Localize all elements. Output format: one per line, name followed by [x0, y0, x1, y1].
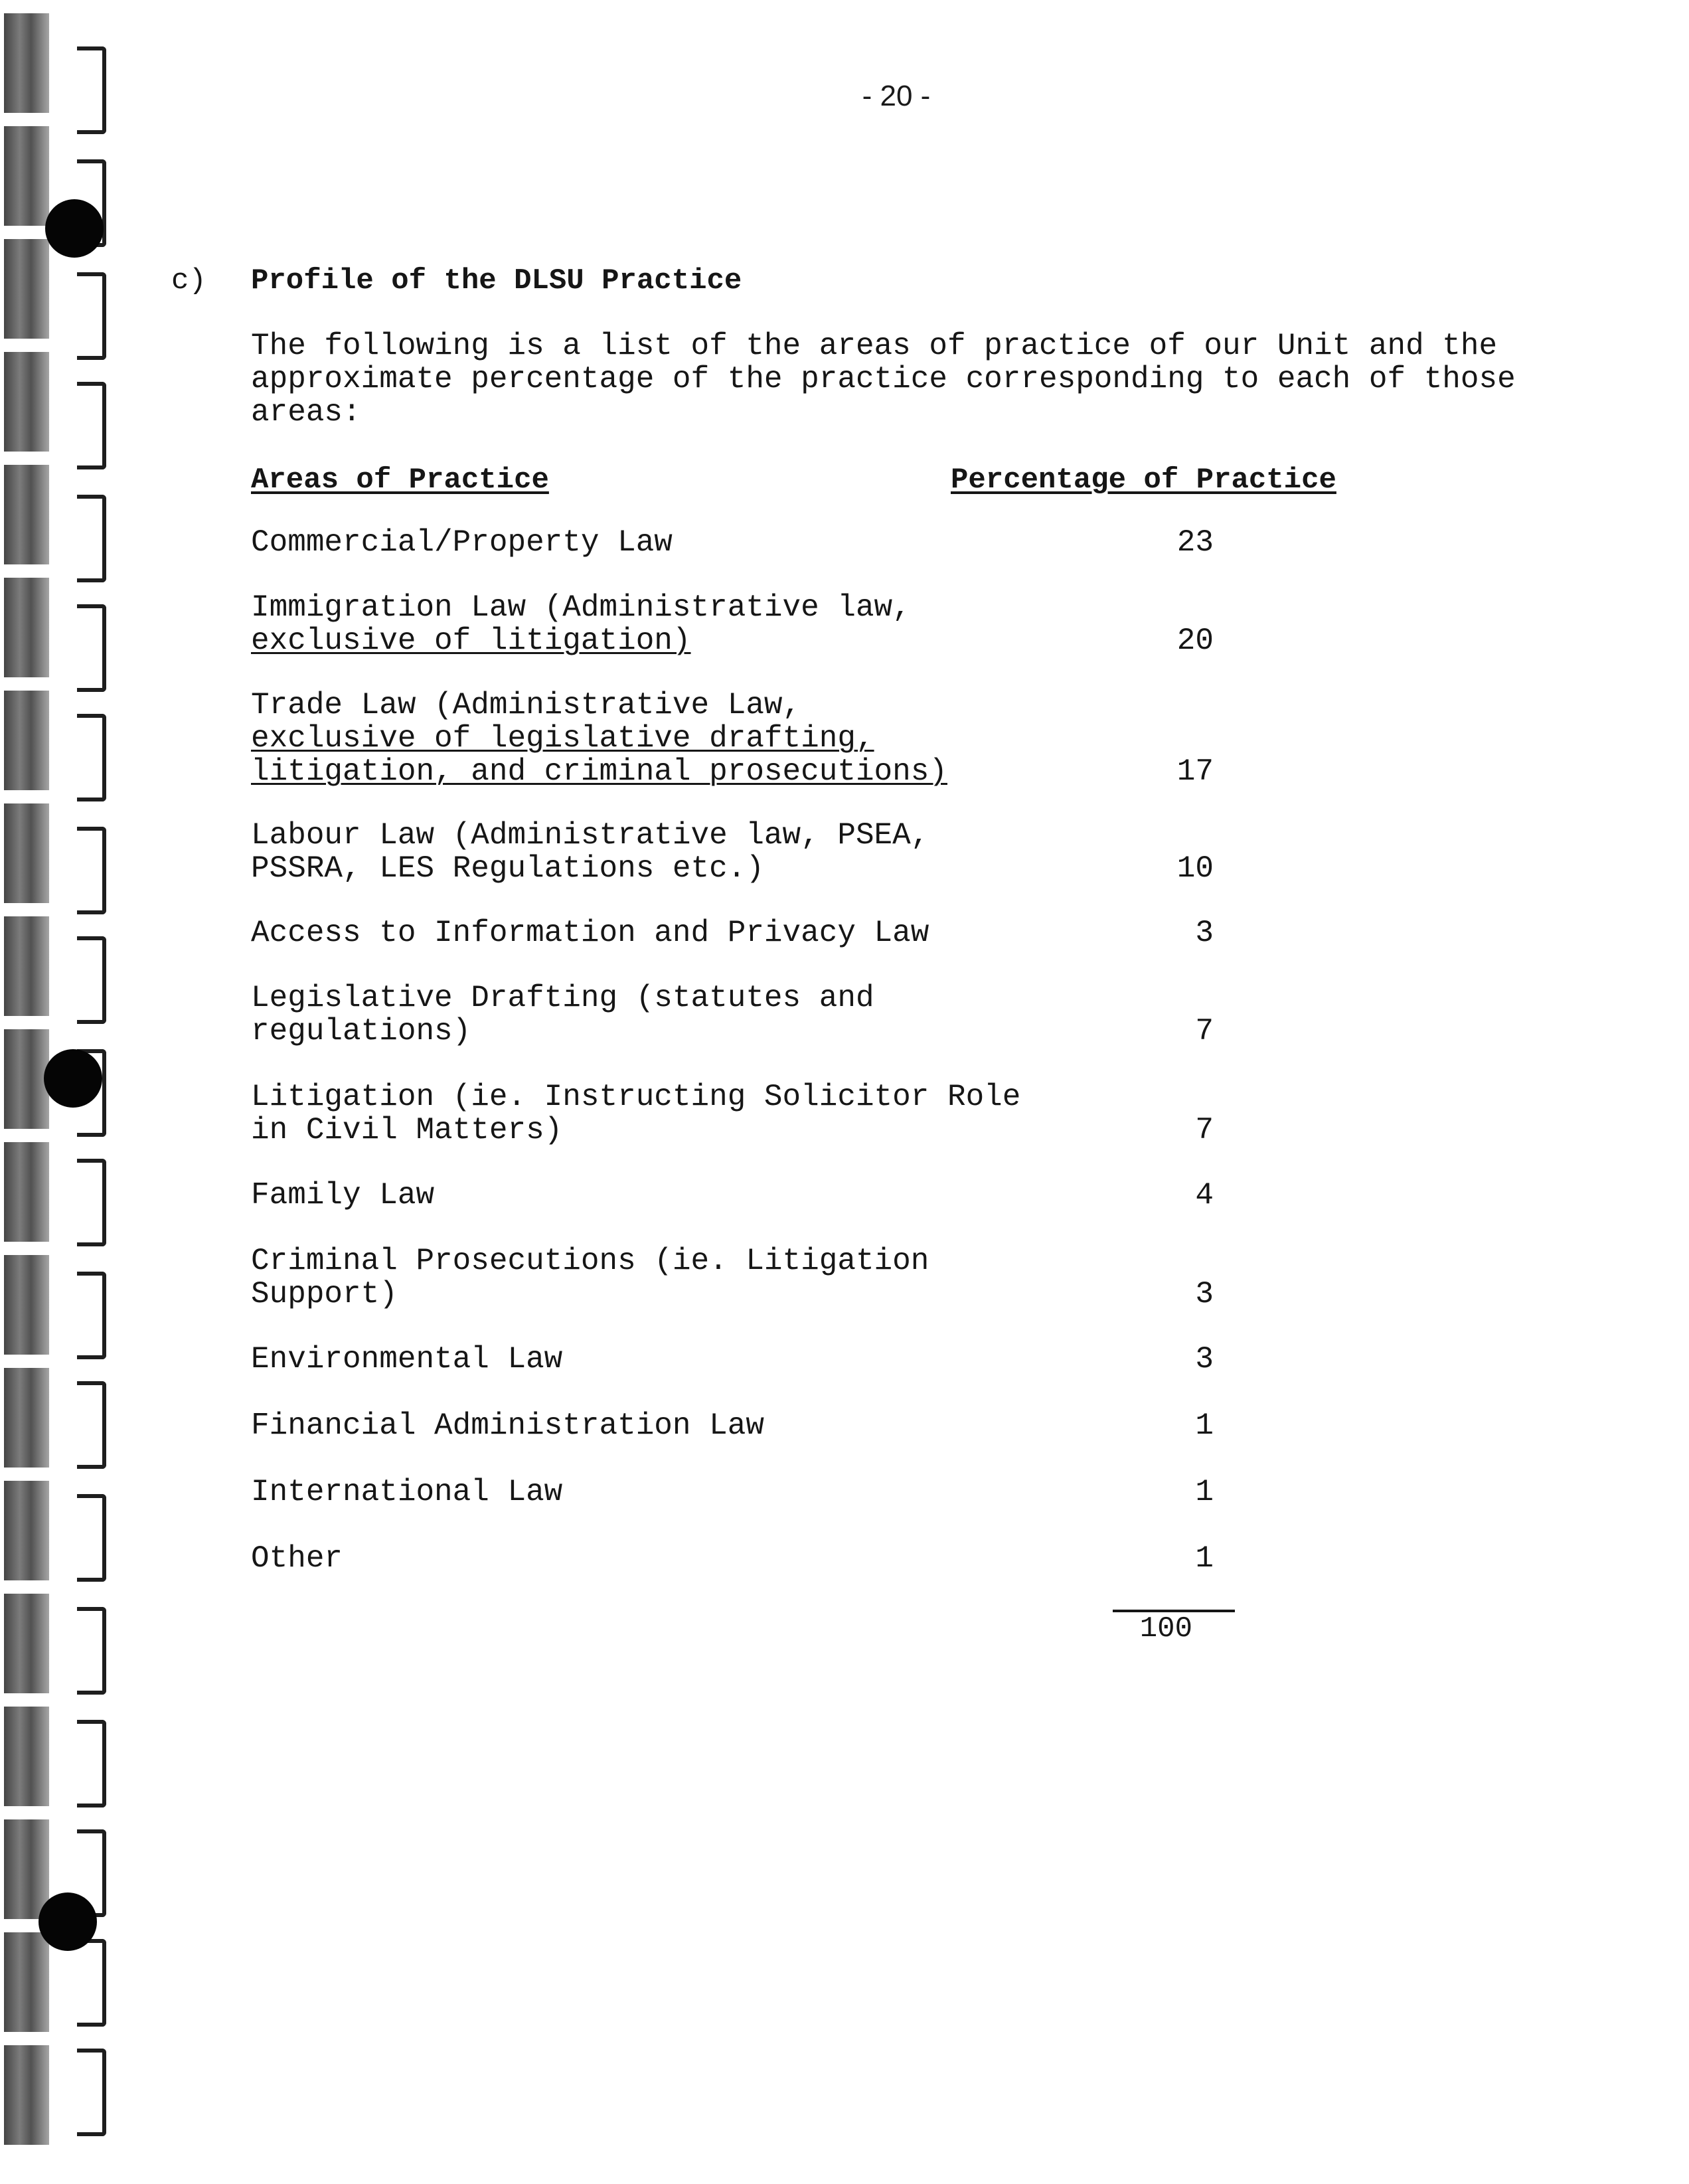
percentage-value: 7 — [1195, 1014, 1214, 1049]
area-name: Other — [251, 1541, 343, 1576]
area-name: Family Law — [251, 1178, 435, 1213]
area-name: Trade Law (Administrative Law, — [251, 688, 801, 722]
page-number: - 20 - — [862, 80, 931, 112]
table-row — [251, 1409, 1214, 1442]
percentage-value: 7 — [1195, 1113, 1214, 1147]
area-name: Litigation (ie. Instructing Solicitor Role — [251, 1080, 1021, 1114]
table-row — [251, 689, 1214, 788]
table-row — [251, 526, 1214, 559]
percentage-value: 3 — [1195, 1277, 1214, 1311]
binding-spine — [0, 0, 120, 2184]
percentage-value: 3 — [1195, 916, 1214, 950]
percentage-value: 1 — [1195, 1541, 1214, 1576]
area-name: Access to Information and Privacy Law — [251, 916, 929, 950]
table-row — [251, 819, 1214, 885]
area-qualifier: exclusive of litigation) — [251, 624, 691, 658]
percentage-value: 3 — [1195, 1342, 1214, 1377]
punch-hole — [45, 199, 104, 258]
intro-paragraph: The following is a list of the areas of practice of our Unit and the approximate percentage of the practice corresponding to each of those areas: — [251, 329, 1516, 430]
percentage-value: 1 — [1195, 1475, 1214, 1509]
column-header-percentage: Percentage of Practice — [951, 463, 1336, 497]
area-qualifier: regulations) — [251, 1014, 471, 1049]
table-row — [251, 1244, 1214, 1311]
area-name: Commercial/Property Law — [251, 525, 673, 560]
percentage-value: 10 — [1176, 851, 1214, 886]
area-name: International Law — [251, 1475, 563, 1509]
punch-hole — [39, 1892, 97, 1951]
column-header-areas: Areas of Practice — [251, 463, 549, 497]
table-row — [251, 591, 1214, 657]
table-row — [251, 916, 1214, 950]
table-row — [251, 981, 1214, 1048]
punch-hole — [44, 1049, 102, 1108]
total-value: 100 — [1139, 1612, 1192, 1645]
table-row — [251, 1179, 1214, 1212]
percentage-value: 17 — [1176, 754, 1214, 789]
area-name: Legislative Drafting (statutes and — [251, 981, 874, 1015]
table-row — [251, 1475, 1214, 1509]
table-row — [251, 1080, 1214, 1147]
area-qualifier: in Civil Matters) — [251, 1113, 563, 1147]
area-name: Criminal Prosecutions (ie. Litigation — [251, 1244, 929, 1278]
section-title: Profile of the DLSU Practice — [251, 264, 742, 297]
area-qualifier: litigation, and criminal prosecutions) — [251, 754, 947, 789]
percentage-value: 20 — [1176, 624, 1214, 658]
area-name: Financial Administration Law — [251, 1408, 764, 1443]
area-qualifier: exclusive of legislative drafting, — [251, 721, 874, 756]
table-row — [251, 1542, 1214, 1575]
percentage-value: 4 — [1195, 1178, 1214, 1213]
area-name: Labour Law (Administrative law, PSEA, — [251, 818, 929, 853]
section-label: c) — [171, 264, 206, 297]
area-qualifier: Support) — [251, 1277, 398, 1311]
percentage-value: 1 — [1195, 1408, 1214, 1443]
area-qualifier: PSSRA, LES Regulations etc.) — [251, 851, 764, 886]
table-row — [251, 1343, 1214, 1376]
area-name: Environmental Law — [251, 1342, 563, 1377]
area-name: Immigration Law (Administrative law, — [251, 590, 911, 625]
percentage-value: 23 — [1176, 525, 1214, 560]
